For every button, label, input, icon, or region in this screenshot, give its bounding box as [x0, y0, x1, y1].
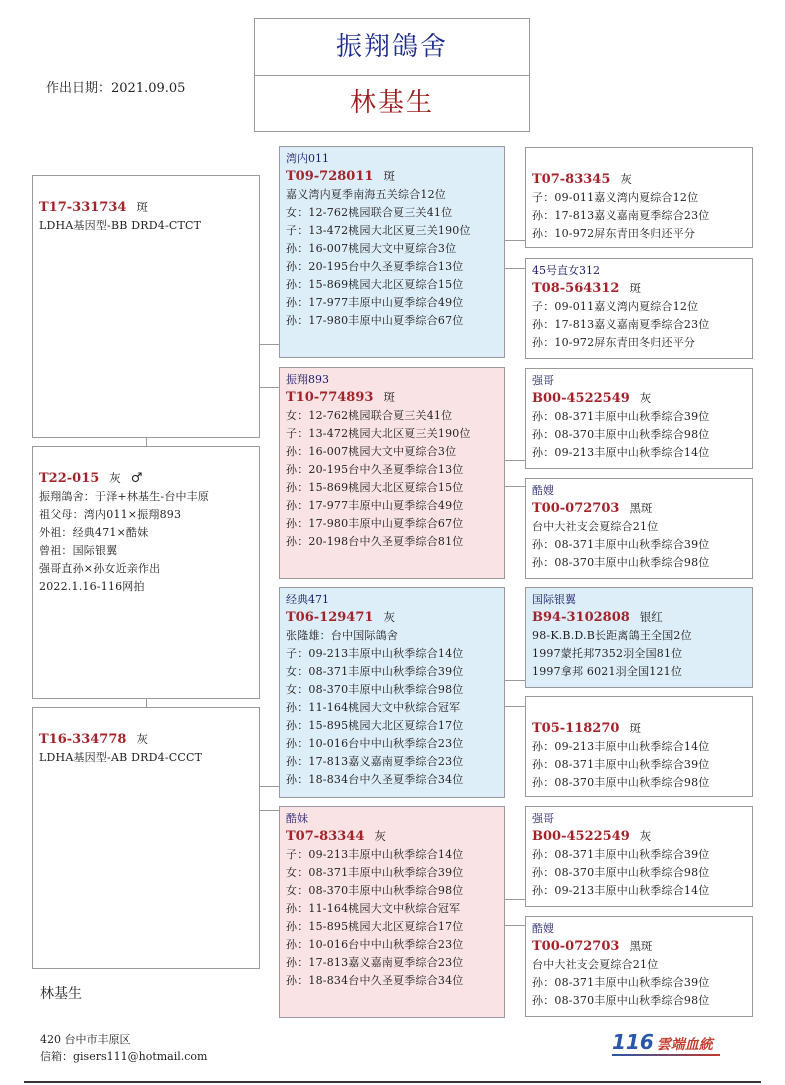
ancestor-box — [525, 368, 753, 469]
pigeon-color: 斑 — [383, 390, 395, 404]
paternal-granddam-box — [279, 367, 505, 579]
pigeon-label: 强哥 — [532, 812, 554, 825]
record-line: 孙：09-213丰原中山秋季综合14位 — [532, 446, 710, 459]
subject-line: 振翔鴿舍：于泽+林基生-台中丰原 — [39, 490, 210, 503]
connector-line — [259, 786, 279, 787]
record-line: 孙：20-195台中久圣夏季综合13位 — [286, 260, 464, 273]
record-line: 孙：15-895桃园大北区夏综合17位 — [286, 719, 464, 732]
record-line: 女：08-371丰原中山秋季综合39位 — [286, 665, 464, 678]
pigeon-ring: T07-83344 灰 — [286, 829, 386, 844]
record-line: 孙：15-869桃园大北区夏综合15位 — [286, 481, 464, 494]
footer-email: 信箱：gisers111@hotmail.com — [40, 1050, 208, 1063]
record-line: 孙：17-980丰原中山夏季综合67位 — [286, 517, 464, 530]
connector-line — [504, 268, 526, 269]
record-line: 孙：09-213丰原中山秋季综合14位 — [532, 884, 710, 897]
record-line: 孙：11-164桃园大文中秋综合冠军 — [286, 902, 461, 915]
ancestor-box — [525, 916, 753, 1017]
subject-box — [32, 446, 260, 699]
connector-line — [504, 925, 526, 926]
pigeon-color: 灰 — [383, 610, 395, 624]
pigeon-label: 酷嫂 — [532, 922, 554, 935]
record-line: 孙：16-007桃园大文中夏综合3位 — [286, 445, 457, 458]
connector-line — [504, 460, 526, 461]
record-line: 孙：08-370丰原中山秋季综合98位 — [532, 556, 710, 569]
subject-line: 外祖：经典471×酷妹 — [39, 526, 149, 539]
pigeon-ring: T09-728011 斑 — [286, 169, 395, 184]
connector-line — [504, 240, 526, 241]
pigeon-color: 灰 — [374, 829, 386, 843]
record-line: 孙：18-834台中久圣夏季综合34位 — [286, 773, 464, 786]
male-symbol-icon: ♂ — [130, 471, 143, 486]
record-line: 子：09-213丰原中山秋季综合14位 — [286, 647, 464, 660]
logo-number: 116 — [612, 1030, 654, 1054]
record-line: 子：09-011嘉义湾内夏综合12位 — [532, 191, 699, 204]
pigeon-label: 湾内011 — [286, 152, 329, 165]
record-line: 张隆雄：台中国际鴿舍 — [286, 629, 398, 642]
pigeon-label: 经典471 — [286, 593, 329, 606]
subject-line: 曾祖：国际银翼 — [39, 544, 118, 557]
subject-color: 灰 — [109, 471, 121, 485]
record-line: 孙：17-813嘉义嘉南夏季综合23位 — [532, 318, 710, 331]
dam-box — [32, 707, 260, 969]
pigeon-label: 45号直女312 — [532, 264, 600, 277]
record-line: 1997蒙托邦7352羽全国81位 — [532, 647, 683, 660]
record-line: 孙：08-371丰原中山秋季综合39位 — [532, 848, 710, 861]
paternal-grandsire-box — [279, 146, 505, 358]
creation-date: 作出日期：2021.09.05 — [46, 81, 186, 96]
owner-name: 林基生 — [349, 88, 434, 118]
connector-line — [504, 486, 526, 487]
record-line: 孙：08-371丰原中山秋季综合39位 — [532, 976, 710, 989]
pigeon-ring: T07-83345 灰 — [532, 172, 632, 187]
record-line: 女：12-762桃园联合夏三关41位 — [286, 409, 453, 422]
title-box — [254, 18, 530, 132]
record-line: 孙：18-834台中久圣夏季综合34位 — [286, 974, 464, 987]
record-line: 孙：15-869桃园大北区夏综合15位 — [286, 278, 464, 291]
record-line: 女：08-370丰原中山秋季综合98位 — [286, 884, 464, 897]
pigeon-ring: B00-4522549 灰 — [532, 829, 652, 844]
pigeon-ring: B94-3102808 银红 — [532, 610, 663, 625]
logo — [612, 1030, 722, 1058]
record-line: 孙：20-198台中久圣夏季综合81位 — [286, 535, 464, 548]
pigeon-color: 黑斑 — [629, 939, 653, 953]
record-line: 台中大社支会夏综合21位 — [532, 958, 659, 971]
record-line: 孙：20-195台中久圣夏季综合13位 — [286, 463, 464, 476]
pigeon-label: 振翔893 — [286, 373, 329, 386]
dam-line: LDHA基因型-AB DRD4-CCCT — [39, 751, 203, 764]
dam-ring: T16-334778 灰 — [39, 732, 148, 747]
sire-ring: T17-331734 斑 — [39, 200, 148, 215]
sire-box — [32, 175, 260, 438]
record-line: 孙：11-164桃园大文中秋综合冠军 — [286, 701, 461, 714]
pigeon-color: 斑 — [629, 281, 641, 295]
record-line: 子：09-011嘉义湾内夏综合12位 — [532, 300, 699, 313]
connector-line — [259, 344, 279, 345]
pigeon-color: 黑斑 — [629, 501, 653, 515]
pigeon-ring: B00-4522549 灰 — [532, 391, 652, 406]
record-line: 孙：10-972屏东青田冬归还平分 — [532, 336, 696, 349]
logo-underline — [612, 1054, 720, 1056]
record-line: 孙：08-370丰原中山秋季综合98位 — [532, 428, 710, 441]
sire-line: LDHA基因型-BB DRD4-CTCT — [39, 219, 202, 232]
sire-color: 斑 — [136, 200, 148, 214]
record-line: 子：13-472桃园大北区夏三关190位 — [286, 224, 471, 237]
bottom-rule — [24, 1081, 761, 1083]
record-line: 孙：08-370丰原中山秋季综合98位 — [532, 776, 710, 789]
pigeon-label: 酷妹 — [286, 812, 308, 825]
record-line: 孙：17-813嘉义嘉南夏季综合23位 — [532, 209, 710, 222]
record-line: 孙：08-370丰原中山秋季综合98位 — [532, 994, 710, 1007]
pigeon-ring: T00-072703 黑斑 — [532, 501, 653, 516]
ancestor-box — [525, 478, 753, 579]
maternal-grandsire-box — [279, 587, 505, 798]
pigeon-color: 银红 — [639, 610, 663, 624]
ancestor-box — [525, 258, 753, 359]
ancestor-box — [525, 587, 753, 688]
ancestor-box — [525, 147, 753, 248]
footer-owner-name: 林基生 — [40, 986, 82, 1002]
record-line: 孙：10-016台中中山秋季综合23位 — [286, 938, 464, 951]
logo-text: 雲端血統 — [656, 1037, 713, 1053]
loft-name: 振翔鴿舍 — [335, 32, 448, 62]
footer-address: 420 台中市丰原区 — [40, 1033, 131, 1046]
subject-line: 祖父母：湾内011×振翔893 — [39, 508, 182, 521]
pigeon-label: 强哥 — [532, 374, 554, 387]
pigeon-ring: T05-118270 斑 — [532, 721, 641, 736]
pigeon-color: 斑 — [383, 169, 395, 183]
pigeon-ring: T08-564312 斑 — [532, 281, 641, 296]
record-line: 孙：17-813嘉义嘉南夏季综合23位 — [286, 956, 464, 969]
pigeon-color: 灰 — [639, 829, 652, 843]
pigeon-ring: T10-774893 斑 — [286, 390, 395, 405]
record-line: 孙：10-972屏东青田冬归还平分 — [532, 227, 696, 240]
record-line: 孙：08-371丰原中山秋季综合39位 — [532, 538, 710, 551]
record-line: 孙：16-007桃园大文中夏综合3位 — [286, 242, 457, 255]
record-line: 1997拿邦 6021羽全国121位 — [532, 665, 683, 678]
record-line: 子：13-472桃园大北区夏三关190位 — [286, 427, 471, 440]
record-line: 台中大社支会夏综合21位 — [532, 520, 659, 533]
record-line: 孙：17-813嘉义嘉南夏季综合23位 — [286, 755, 464, 768]
record-line: 孙：08-371丰原中山秋季综合39位 — [532, 410, 710, 423]
dam-color: 灰 — [136, 732, 148, 746]
pigeon-ring: T06-129471 灰 — [286, 610, 395, 625]
subject-line: 2022.1.16-116网拍 — [39, 580, 145, 593]
connector-line — [504, 899, 526, 900]
pigeon-ring: T00-072703 黑斑 — [532, 939, 653, 954]
record-line: 女：08-371丰原中山秋季综合39位 — [286, 866, 464, 879]
pigeon-label: 国际银翼 — [532, 593, 576, 606]
record-line: 孙：08-371丰原中山秋季综合39位 — [532, 758, 710, 771]
record-line: 孙：08-370丰原中山秋季综合98位 — [532, 866, 710, 879]
record-line: 孙：09-213丰原中山秋季综合14位 — [532, 740, 710, 753]
maternal-granddam-box — [279, 806, 505, 1018]
pigeon-color: 灰 — [639, 391, 652, 405]
pigeon-color: 灰 — [620, 172, 632, 186]
connector-line — [259, 387, 279, 388]
subject-ring: T22-015 灰 ♂ — [39, 471, 143, 486]
ancestor-box — [525, 806, 753, 907]
record-line: 孙：17-977丰原中山夏季综合49位 — [286, 296, 464, 309]
record-line: 孙：17-980丰原中山夏季综合67位 — [286, 314, 464, 327]
subject-line: 强哥直孙×孙女近亲作出 — [39, 562, 161, 575]
record-line: 女：08-370丰原中山秋季综合98位 — [286, 683, 464, 696]
record-line: 孙：17-977丰原中山夏季综合49位 — [286, 499, 464, 512]
record-line: 孙：15-895桃园大北区夏综合17位 — [286, 920, 464, 933]
pigeon-label: 酷嫂 — [532, 484, 554, 497]
connector-line — [504, 680, 526, 681]
record-line: 孙：10-016台中中山秋季综合23位 — [286, 737, 464, 750]
record-line: 98-K.B.D.B长距离鴿王全国2位 — [532, 629, 692, 642]
connector-line — [504, 706, 526, 707]
connector-line — [259, 810, 279, 811]
pigeon-color: 斑 — [629, 721, 641, 735]
record-line: 女：12-762桃园联合夏三关41位 — [286, 206, 453, 219]
ancestor-box — [525, 696, 753, 797]
record-line: 嘉义湾内夏季南海五关综合12位 — [286, 188, 446, 201]
record-line: 子：09-213丰原中山秋季综合14位 — [286, 848, 464, 861]
